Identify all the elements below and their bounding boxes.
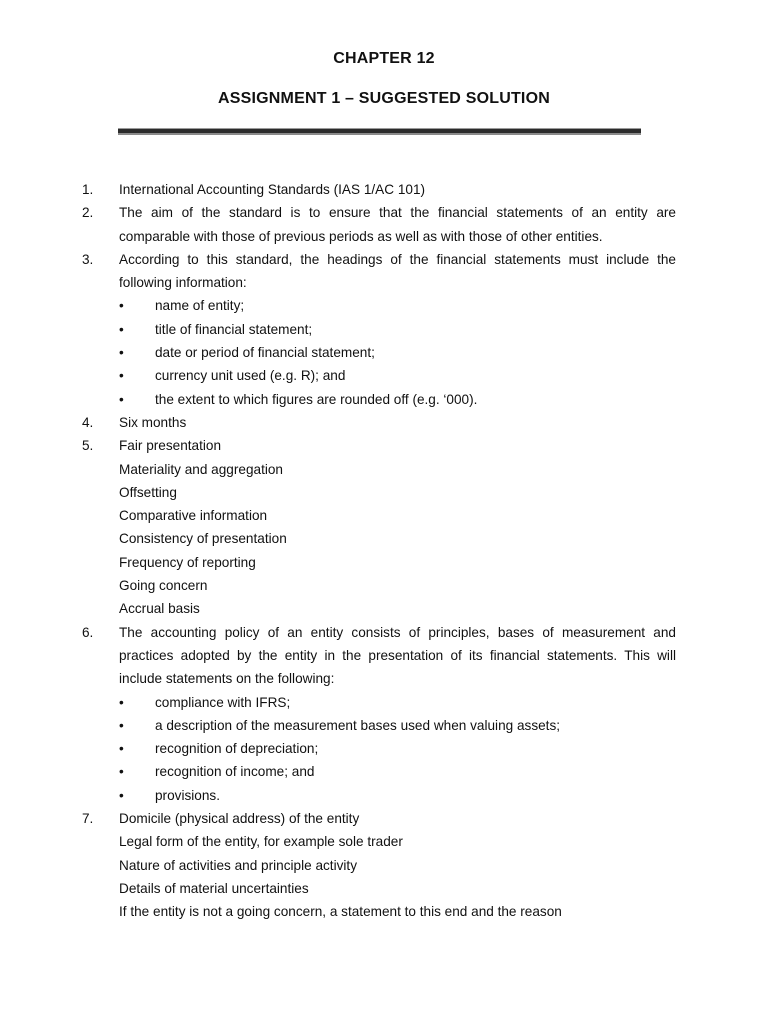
bullet-text: date or period of financial statement;: [155, 345, 375, 361]
title-divider: [118, 128, 641, 135]
bullet-icon: •: [119, 368, 124, 384]
answer-line: Nature of activities and principle activity: [119, 857, 357, 873]
answer-text: According to this standard, the headings of the financial statements must include the following information:: [119, 251, 676, 291]
bullet-text: the extent to which figures are rounded off (e.g. ‘000).: [155, 391, 478, 407]
answer-line: Going concern: [119, 578, 208, 594]
answer-number: 5.: [82, 438, 94, 454]
bullet-text: name of entity;: [155, 298, 245, 314]
answer-text: International Accounting Standards (IAS 1/AC 101): [119, 182, 426, 197]
bullet-icon: •: [119, 345, 124, 361]
answer-item-3: [82, 248, 676, 411]
answer-text: Six months: [119, 414, 187, 430]
answer-number: 3.: [82, 251, 94, 267]
answer-text: The accounting policy of an entity consists of principles, bases of measurement and practices adopted by the entity in the presentation of its financial statements. This will include statements on the following:: [119, 624, 676, 687]
answer-number: 6.: [82, 624, 94, 640]
bullet-icon: •: [119, 391, 124, 407]
bullet-item: [119, 714, 676, 737]
chapter-title: CHAPTER 12: [333, 50, 435, 67]
bullet-item: [119, 691, 676, 714]
answer-number: 7.: [82, 811, 94, 827]
answer-line: Comparative information: [119, 508, 268, 524]
answer-text: The aim of the standard is to ensure that the financial statements of an entity are comparable with those of previous periods as well as with those of other entities.: [119, 205, 676, 244]
answer-item-4: [82, 411, 676, 434]
answer-line: Accrual basis: [119, 601, 200, 617]
bullet-icon: •: [119, 298, 124, 314]
answer-line: Materiality and aggregation: [119, 461, 283, 477]
answer-item-1: [82, 178, 676, 201]
bullet-item: [119, 294, 676, 317]
bullet-icon: •: [119, 787, 124, 803]
answer-line: Domicile (physical address) of the entity: [119, 811, 360, 827]
answer-item-6: [82, 621, 676, 807]
answer-item-2: [82, 201, 676, 248]
bullet-item: [119, 784, 676, 807]
bullet-icon: •: [119, 321, 124, 337]
bullet-text: compliance with IFRS;: [155, 694, 291, 710]
answer-number: 2.: [82, 205, 94, 221]
bullet-icon: •: [119, 717, 124, 733]
answer-line: Fair presentation: [119, 438, 222, 454]
assignment-title: ASSIGNMENT 1 – SUGGESTED SOLUTION: [218, 90, 550, 107]
answer-list: [82, 178, 676, 924]
bullet-text: title of financial statement;: [155, 321, 313, 337]
bullet-text: currency unit used (e.g. R); and: [155, 368, 346, 384]
answer-line: Legal form of the entity, for example sole trader: [119, 834, 403, 850]
bullet-icon: •: [119, 764, 124, 780]
bullet-icon: •: [119, 694, 124, 710]
bullet-text: recognition of income; and: [155, 764, 315, 780]
bullet-item: [119, 364, 676, 387]
answer-item-5: [82, 434, 676, 620]
bullet-text: recognition of depreciation;: [155, 741, 319, 757]
bullet-item: [119, 760, 676, 783]
bullet-item: [119, 388, 676, 411]
bullet-item: [119, 737, 676, 760]
bullet-text: a description of the measurement bases used when valuing assets;: [155, 717, 561, 733]
answer-number: 1.: [82, 182, 94, 197]
bullet-item: [119, 318, 676, 341]
answer-item-7: [82, 807, 676, 923]
bullet-icon: •: [119, 741, 124, 757]
answer-line: Consistency of presentation: [119, 531, 287, 547]
bullet-text: provisions.: [155, 787, 220, 803]
answer-line: Offsetting: [119, 484, 177, 500]
answer-line: Details of material uncertainties: [119, 880, 309, 896]
answer-number: 4.: [82, 414, 94, 430]
answer-line: If the entity is not a going concern, a statement to this end and the reason: [119, 904, 562, 920]
answer-line: Frequency of reporting: [119, 554, 256, 570]
bullet-item: [119, 341, 676, 364]
